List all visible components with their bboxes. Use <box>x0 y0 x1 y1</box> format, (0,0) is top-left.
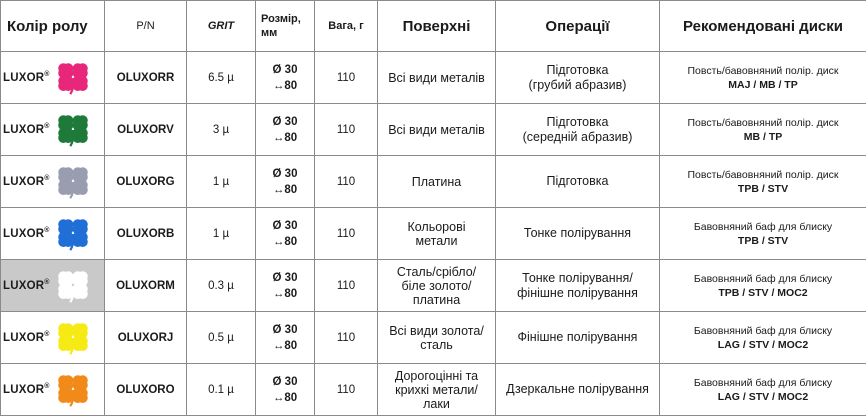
operation-line: Тонке полірування <box>496 226 659 241</box>
color-wrap <box>1 312 104 363</box>
color-wrap <box>1 260 104 311</box>
color-cell <box>1 312 105 364</box>
surface-cell <box>378 312 496 364</box>
operation-cell <box>496 156 660 208</box>
brand-logo <box>3 279 49 292</box>
disc-cell <box>660 156 866 208</box>
disc-type: Повсть/бавовняний поліp. диск <box>660 64 866 78</box>
header-weight: Вага, г <box>315 1 378 52</box>
table-row <box>1 364 866 416</box>
pn-cell: OLUXORO <box>105 364 187 416</box>
operation-cell <box>496 312 660 364</box>
weight-cell: 110 <box>315 104 378 156</box>
disc-codes: TPB / STV <box>660 234 866 248</box>
disc-cell <box>660 260 866 312</box>
color-cell <box>1 208 105 260</box>
clover-icon <box>55 60 91 96</box>
size-cell <box>256 52 315 104</box>
brand-name: LUXOR <box>3 72 44 84</box>
brand-name: LUXOR <box>3 332 44 344</box>
disc-type: Повсть/бавовняний поліp. диск <box>660 168 866 182</box>
brand-mark: ® <box>44 383 49 390</box>
size-diameter: Ø 30 <box>256 218 314 234</box>
operation-cell <box>496 260 660 312</box>
pn-cell: OLUXORR <box>105 52 187 104</box>
color-cell <box>1 104 105 156</box>
size-length: ↔80 <box>256 390 314 406</box>
surface-cell <box>378 104 496 156</box>
surface-line: платина <box>378 293 495 307</box>
size-cell <box>256 312 315 364</box>
disc-codes: LAG / STV / MOC2 <box>660 390 866 404</box>
size-length: ↔80 <box>256 338 314 354</box>
grit-cell: 1 µ <box>187 156 256 208</box>
pn-cell: OLUXORJ <box>105 312 187 364</box>
header-grit: GRIT <box>187 1 256 52</box>
size-cell <box>256 260 315 312</box>
surface-line: Кольорові <box>378 220 495 234</box>
header-size-line2: мм <box>261 26 314 40</box>
surface-line: Сталь/срібло/ <box>378 265 495 279</box>
brand-name: LUXOR <box>3 228 44 240</box>
disc-type: Бавовняний баф для блиску <box>660 272 866 286</box>
disc-codes: LAG / STV / MOC2 <box>660 338 866 352</box>
size-length: ↔80 <box>256 78 314 94</box>
operation-line: Підготовка <box>496 63 659 78</box>
size-length: ↔80 <box>256 234 314 250</box>
size-cell <box>256 364 315 416</box>
surface-line: Дорогоцінні та <box>378 369 495 383</box>
table-row <box>1 52 866 104</box>
size-diameter: Ø 30 <box>256 374 314 390</box>
header-surfaces: Поверхні <box>378 1 496 52</box>
operation-line: Підготовка <box>496 115 659 130</box>
disc-type: Бавовняний баф для блиску <box>660 324 866 338</box>
header-size <box>256 1 315 52</box>
table-row <box>1 208 866 260</box>
size-length: ↔80 <box>256 130 314 146</box>
weight-cell: 110 <box>315 52 378 104</box>
weight-cell: 110 <box>315 156 378 208</box>
surface-line: Платина <box>378 175 495 189</box>
surface-line: Всі види золота/ <box>378 324 495 338</box>
brand-mark: ® <box>44 331 49 338</box>
operation-cell <box>496 364 660 416</box>
disc-cell <box>660 104 866 156</box>
brand-logo <box>3 175 49 188</box>
header-size-line1: Розмір, <box>261 12 314 26</box>
operation-cell <box>496 208 660 260</box>
brand-name: LUXOR <box>3 124 44 136</box>
brand-mark: ® <box>44 279 49 286</box>
clover-icon <box>55 112 91 148</box>
operation-line: (середній абразив) <box>496 130 659 145</box>
weight-cell: 110 <box>315 364 378 416</box>
disc-codes: TPB / STV <box>660 182 866 196</box>
color-cell <box>1 156 105 208</box>
clover-icon <box>55 216 91 252</box>
grit-cell: 1 µ <box>187 208 256 260</box>
disc-codes: MAJ / MB / TP <box>660 78 866 92</box>
surface-cell <box>378 260 496 312</box>
table-row <box>1 260 866 312</box>
grit-cell: 0.1 µ <box>187 364 256 416</box>
clover-icon <box>55 320 91 356</box>
size-diameter: Ø 30 <box>256 322 314 338</box>
disc-codes: TPB / STV / MOC2 <box>660 286 866 300</box>
brand-name: LUXOR <box>3 280 44 292</box>
color-cell <box>1 52 105 104</box>
operation-line: фінішне полірування <box>496 286 659 301</box>
brand-logo <box>3 383 49 396</box>
clover-icon <box>55 268 91 304</box>
operation-line: (грубий абразив) <box>496 78 659 93</box>
header-discs: Рекомендовані диски <box>660 1 866 52</box>
disc-cell <box>660 52 866 104</box>
surface-line: крихкі метали/ <box>378 383 495 397</box>
surface-line: біле золото/ <box>378 279 495 293</box>
operation-line: Фінішне полірування <box>496 330 659 345</box>
surface-line: лаки <box>378 397 495 411</box>
weight-cell: 110 <box>315 260 378 312</box>
brand-mark: ® <box>44 123 49 130</box>
surface-line: Всі види металів <box>378 123 495 137</box>
size-diameter: Ø 30 <box>256 166 314 182</box>
disc-codes: MB / TP <box>660 130 866 144</box>
pn-cell: OLUXORM <box>105 260 187 312</box>
surface-cell <box>378 364 496 416</box>
disc-type: Повсть/бавовняний поліp. диск <box>660 116 866 130</box>
table-row <box>1 312 866 364</box>
weight-cell: 110 <box>315 208 378 260</box>
disc-type: Бавовняний баф для блиску <box>660 376 866 390</box>
brand-logo <box>3 71 49 84</box>
size-cell <box>256 156 315 208</box>
operation-line: Підготовка <box>496 174 659 189</box>
disc-cell <box>660 312 866 364</box>
brand-logo <box>3 123 49 136</box>
size-diameter: Ø 30 <box>256 114 314 130</box>
pn-cell: OLUXORV <box>105 104 187 156</box>
surface-cell <box>378 156 496 208</box>
brand-name: LUXOR <box>3 176 44 188</box>
table-row <box>1 156 866 208</box>
brand-name: LUXOR <box>3 384 44 396</box>
color-cell <box>1 364 105 416</box>
size-diameter: Ø 30 <box>256 270 314 286</box>
surface-line: Всі види металів <box>378 71 495 85</box>
brand-logo <box>3 331 49 344</box>
table-row <box>1 104 866 156</box>
surface-line: метали <box>378 234 495 248</box>
grit-cell: 6.5 µ <box>187 52 256 104</box>
header-pn: P/N <box>105 1 187 52</box>
color-wrap <box>1 104 104 155</box>
color-wrap <box>1 364 104 415</box>
surface-line: сталь <box>378 338 495 352</box>
brand-logo <box>3 227 49 240</box>
header-color: Колір ролу <box>1 1 105 52</box>
operation-line: Дзеркальне полірування <box>496 382 659 397</box>
surface-cell <box>378 52 496 104</box>
operation-cell <box>496 52 660 104</box>
weight-cell: 110 <box>315 312 378 364</box>
pn-cell: OLUXORG <box>105 156 187 208</box>
operation-cell <box>496 104 660 156</box>
clover-icon <box>55 372 91 408</box>
surface-cell <box>378 208 496 260</box>
clover-icon <box>55 164 91 200</box>
header-operations: Операції <box>496 1 660 52</box>
brand-mark: ® <box>44 71 49 78</box>
size-length: ↔80 <box>256 182 314 198</box>
grit-cell: 0.5 µ <box>187 312 256 364</box>
color-wrap <box>1 208 104 259</box>
brand-mark: ® <box>44 175 49 182</box>
operation-line: Тонке полірування/ <box>496 271 659 286</box>
grit-cell: 0.3 µ <box>187 260 256 312</box>
color-wrap <box>1 52 104 103</box>
disc-cell <box>660 208 866 260</box>
pn-cell: OLUXORB <box>105 208 187 260</box>
brand-mark: ® <box>44 227 49 234</box>
disc-cell <box>660 364 866 416</box>
header-row <box>1 1 866 52</box>
size-cell <box>256 208 315 260</box>
grit-cell: 3 µ <box>187 104 256 156</box>
disc-type: Бавовняний баф для блиску <box>660 220 866 234</box>
size-cell <box>256 104 315 156</box>
size-diameter: Ø 30 <box>256 62 314 78</box>
size-length: ↔80 <box>256 286 314 302</box>
color-cell <box>1 260 105 312</box>
color-wrap <box>1 156 104 207</box>
